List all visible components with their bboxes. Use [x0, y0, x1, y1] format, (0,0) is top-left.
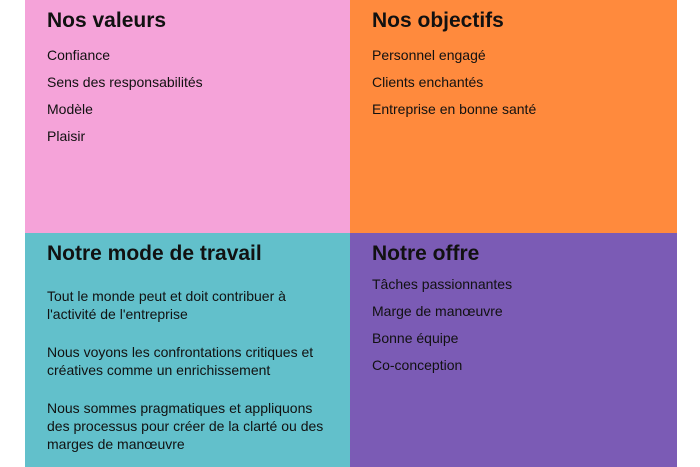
values-item: Sens des responsabilités — [47, 74, 203, 90]
values-item: Modèle — [47, 101, 93, 117]
goals-item: Clients enchantés — [372, 74, 484, 90]
offer-item: Tâches passionnantes — [372, 276, 513, 292]
values-list — [47, 47, 203, 155]
goals-list — [372, 47, 536, 128]
work-mode-paragraph: Nous sommes pragmatiques et appliquons des processus pour créer de la clarté ou des marges de manœuvre — [47, 400, 324, 452]
values-grid — [25, 0, 677, 467]
work-mode-paragraph: Tout le monde peut et doit contribuer à l'activité de l'entreprise — [47, 288, 286, 322]
goals-title: Nos objectifs — [372, 9, 504, 32]
offer-panel — [350, 233, 677, 467]
offer-item: Bonne équipe — [372, 330, 459, 346]
goals-item: Personnel engagé — [372, 47, 486, 63]
work-mode-paragraph: Nous voyons les confrontations critiques et créatives comme un enrichissement — [47, 344, 314, 378]
values-panel — [25, 0, 350, 233]
values-title: Nos valeurs — [47, 9, 167, 32]
goals-panel — [350, 0, 677, 233]
work-mode-title: Notre mode de travail — [47, 242, 262, 265]
offer-item: Marge de manœuvre — [372, 303, 503, 319]
values-item: Plaisir — [47, 128, 86, 144]
goals-item: Entreprise en bonne santé — [372, 101, 537, 117]
offer-list — [372, 276, 512, 384]
offer-title: Notre offre — [372, 242, 480, 265]
values-item: Confiance — [47, 47, 111, 63]
offer-item: Co-conception — [372, 357, 463, 373]
work-mode-panel — [25, 233, 350, 467]
